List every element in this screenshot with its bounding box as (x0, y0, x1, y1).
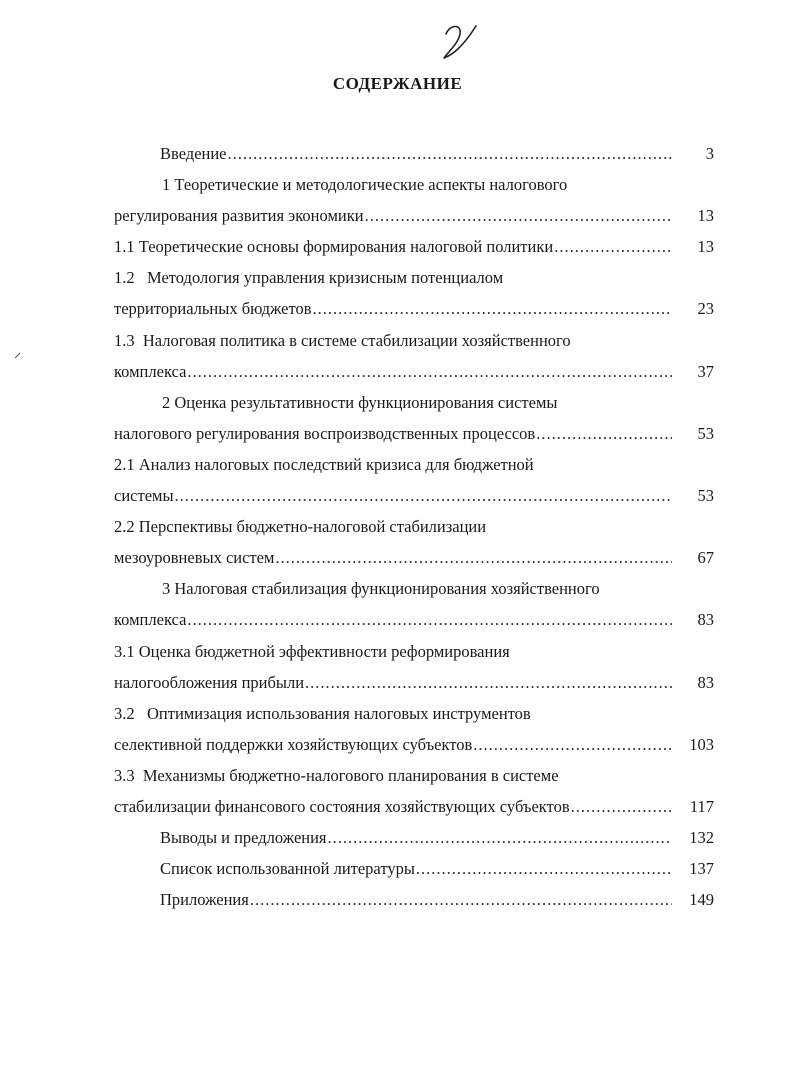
toc-entry-text: Список использованной литературы (160, 859, 415, 879)
toc-leader-dots (473, 729, 672, 760)
toc-leader-dots (187, 356, 672, 387)
toc-section-2-1-line-2[interactable] (114, 480, 714, 511)
toc-leader-dots (571, 791, 672, 822)
toc-page-number: 67 (697, 548, 714, 568)
toc-section-1-1[interactable] (114, 231, 714, 262)
toc-entry-text: 2.1 Анализ налоговых последствий кризиса для бюджетной (114, 454, 534, 474)
toc-chapter-2-line-2[interactable] (114, 418, 714, 449)
toc-section-3-3-line-2[interactable] (114, 791, 714, 822)
toc-page-number: 117 (689, 796, 714, 816)
toc-leader-dots (365, 200, 672, 231)
toc-chapter-2-line-1[interactable] (114, 387, 714, 418)
toc-page-number: 103 (689, 734, 714, 754)
toc-section-2-2-line-1[interactable] (114, 511, 714, 542)
toc-page-number: 23 (697, 299, 714, 319)
toc-page-number: 83 (697, 672, 714, 692)
toc-leader-dots (275, 542, 672, 573)
toc-page-number: 13 (697, 237, 714, 257)
toc-section-2-1-line-1[interactable] (114, 449, 714, 480)
toc-leader-dots (328, 822, 672, 853)
toc-leader-dots (554, 231, 672, 262)
toc-entry-text: регулирования развития экономики (114, 206, 364, 226)
toc-section-1-3-line-1[interactable] (114, 325, 714, 356)
toc-leader-dots (175, 480, 672, 511)
toc-page-number: 3 (705, 144, 714, 163)
toc-chapter-3-line-2[interactable] (114, 604, 714, 635)
toc-entry-text: Введение (160, 144, 227, 163)
toc-entry-text: 3.1 Оценка бюджетной эффективности реформирования (114, 641, 510, 661)
toc-entry-text: мезоуровневых систем (114, 548, 275, 568)
toc-leader-dots (536, 418, 672, 449)
toc-section-3-2-line-2[interactable] (114, 729, 714, 760)
handwritten-page-number-mark (432, 18, 482, 66)
toc-page-number: 53 (697, 423, 714, 443)
toc-section-1-3-line-2[interactable] (114, 356, 714, 387)
toc-entry-text: комплекса (114, 361, 187, 381)
toc-leader-dots (313, 293, 672, 324)
toc-entry-text: 1.2 Методология управления кризисным потенциалом (114, 268, 504, 288)
toc-entry-text: Выводы и предложения (160, 828, 327, 848)
toc-entry-text: территориальных бюджетов (114, 299, 312, 319)
toc-section-3-1-line-1[interactable] (114, 636, 714, 667)
toc-page-number: 132 (689, 828, 714, 848)
toc-entry-appendices[interactable] (114, 884, 714, 915)
toc-chapter-1-line-1[interactable] (114, 169, 714, 200)
toc-page-number: 37 (697, 361, 714, 381)
toc-leader-dots (416, 853, 672, 884)
toc-page-number: 83 (697, 610, 714, 630)
handwritten-page-number (432, 18, 482, 66)
toc-entry-references[interactable] (114, 853, 714, 884)
toc-entry-text: Приложения (160, 890, 249, 910)
toc-page-number: 53 (697, 486, 714, 506)
page-title: СОДЕРЖАНИЕ (332, 74, 463, 93)
toc-entry-text: комплекса (114, 610, 187, 630)
toc-entry-text: стабилизации финансового состояния хозяйствующих субъектов (114, 796, 570, 816)
toc-entry-text: селективной поддержки хозяйствующих субъектов (114, 734, 473, 754)
toc-entry-text: 1.1 Теоретические основы формирования налоговой политики (114, 237, 554, 257)
toc-entry-text: налогообложения прибыли (114, 672, 305, 692)
toc-entry-text: системы (114, 486, 174, 506)
toc-section-3-3-line-1[interactable] (114, 760, 714, 791)
toc-page-number: 13 (697, 206, 714, 226)
toc-page-number: 149 (689, 890, 714, 910)
toc-chapter-1-line-2[interactable] (114, 200, 714, 231)
toc-entry-text: 2 Оценка результативности функционирования системы (162, 392, 558, 412)
table-of-contents (114, 138, 714, 915)
toc-entry-text: 3.3 Механизмы бюджетно-налогового планирования в системе (114, 765, 559, 785)
toc-entry-intro[interactable] (114, 138, 714, 169)
toc-entry-conclusions[interactable] (114, 822, 714, 853)
toc-page-number: 137 (689, 859, 714, 879)
toc-entry-text: 3.2 Оптимизация использования налоговых инструментов (114, 703, 531, 723)
toc-entry-text: 3 Налоговая стабилизация функционирования хозяйственного (162, 579, 600, 599)
toc-entry-text: налогового регулирования воспроизводственных процессов (114, 423, 536, 443)
toc-entry-text: 1 Теоретические и методологические аспекты налогового (162, 175, 568, 195)
toc-leader-dots (250, 884, 672, 915)
toc-leader-dots (305, 667, 672, 698)
toc-entry-text: 1.3 Налоговая политика в системе стабилизации хозяйственного (114, 330, 571, 350)
toc-leader-dots (187, 604, 672, 635)
toc-section-1-2-line-2[interactable] (114, 293, 714, 324)
toc-section-3-1-line-2[interactable] (114, 667, 714, 698)
toc-section-3-2-line-1[interactable] (114, 698, 714, 729)
toc-chapter-3-line-1[interactable] (114, 573, 714, 604)
toc-leader-dots (228, 138, 672, 169)
toc-section-1-2-line-1[interactable] (114, 262, 714, 293)
toc-section-2-2-line-2[interactable] (114, 542, 714, 573)
toc-entry-text: 2.2 Перспективы бюджетно-налоговой стабилизации (114, 517, 487, 537)
stray-pen-mark (14, 346, 22, 354)
